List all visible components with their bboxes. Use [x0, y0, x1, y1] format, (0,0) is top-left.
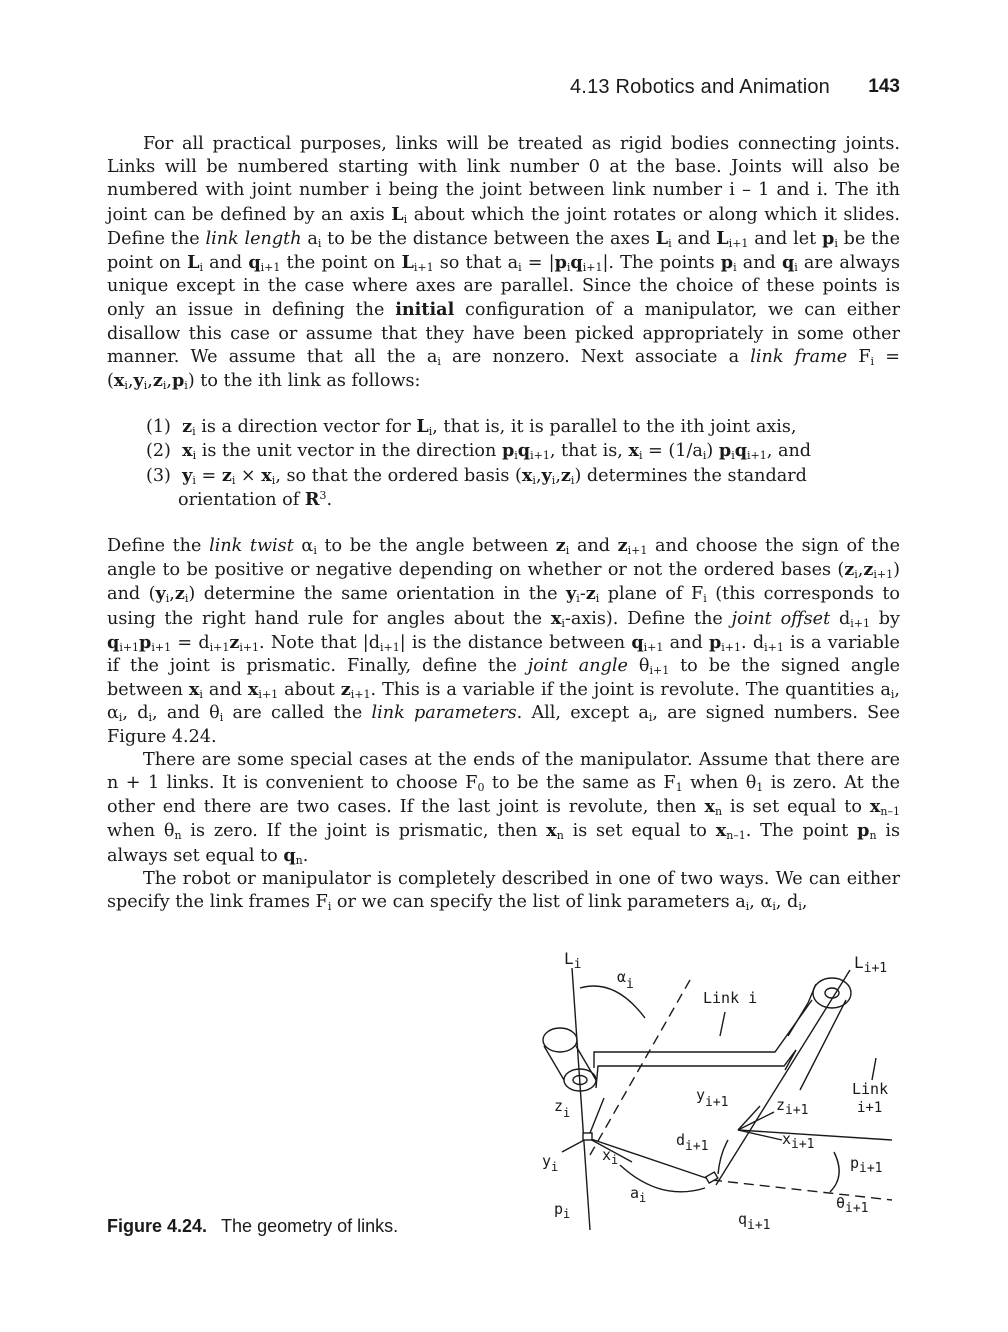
twist-reference-line: [590, 980, 690, 1155]
label-y-i: y: [542, 1152, 552, 1170]
paragraph: The robot or manipulator is completely described in one of two ways. We can either specify the link frames $F_i$ or we can specify the list of link parameters $a_i$, $\alpha_i$, $d_i$,: [107, 868, 900, 914]
list-item: (3) $y_i = z_i \times x_i$, so that the ordered basis $(x_i,y_i,z_i)$ determines the standard orientation of $R^3$.: [146, 464, 807, 510]
paragraph: For all practical purposes, links will be treated as rigid bodies connecting joints. Links will be numbered starting with link number 0 at the base. Joints will also be numbered with joint number i being the joint between link number i – 1 and i. The ith joint can be defined by an axis $L_i$ about which the joint rotates or along which it slides. Define the link length $a_i$ to be the distance between the axes $L_i$ and $L_{i+1}$ and let $p_i$ be the point on $L_i$ and $q_{i+1}$ the point on $L_{i+1}$ so that $a_i = |p_iq_{i+1}|$. The points $p_i$ and $q_i$ are always unique except in the case where axes are parallel. Since the choice of these points is only an issue in defining the initial configuration of a manipulator, we can either disallow this case or assume that they have been picked appropriately in some other manner. We assume that all the $a_i$ are nonzero. Next associate a link frame $F_i = (x_i,y_i,z_i,p_i)$ to the ith link as follows:: [107, 134, 901, 393]
label-d-i-plus-1: d: [676, 1131, 686, 1149]
label-z-i: z: [554, 1097, 564, 1115]
svg-text:ai: $a_i$: [630, 1184, 647, 1205]
figure-caption: [107, 1216, 398, 1237]
svg-text:qi+1: qi+1: [738, 1210, 771, 1233]
page-number: 143: [868, 76, 900, 97]
axis-L-i: [572, 968, 590, 1230]
svg-text:zi: $z_i$: [554, 1097, 571, 1120]
label-x-i: x: [602, 1146, 612, 1164]
label-link-i: Link i: [703, 989, 758, 1007]
label-L-i: L: [564, 949, 574, 968]
caption-label: Figure 4.24.: [107, 1216, 208, 1236]
definition-list: [107, 415, 900, 512]
paragraph: Define the link twist $\alpha_i$ to be the angle between $z_i$ and $z_{i+1}$ and choose the sign of the angle to be positive or negative depending on whether or not the ordered bases $(z_i,z_{i+1})$ and $(y_i,z_i)$ determine the same orientation in the $y_i-z_i$ plane of $F_i$ (this corresponds to using the right hand rule for angles about the $x_i-axis$). Define the joint offset $d_{i+1}$ by $q_{i+1}p_{i+1} = d_{i+1}z_{i+1}$. Note that $|d_{i+1}|$ is the distance between $q_{i+1}$ and $p_{i+1}$. $d_{i+1}$ is a variable if the joint is prismatic. Finally, define the joint angle $\theta_{i+1}$ to be the signed angle between $x_i$ and $x_{i+1}$ about $z_{i+1}$. This is a variable if the joint is revolute. The quantities $a_i$, $\alpha_i$, $d_i$, and $\theta_i$ are called the link parameters. All, except $a_i$, are signed numbers. See Figure 4.24.: [107, 535, 901, 747]
label-p-i: p: [554, 1200, 564, 1218]
svg-text:αi: αi: [617, 968, 634, 992]
svg-text:θi+1: θi+1: [836, 1194, 869, 1216]
running-header: [0, 74, 1008, 104]
label-a-i: a: [630, 1184, 640, 1202]
svg-text:Li: $L_i$: [564, 949, 582, 972]
label-link-i-plus-1-index: i+1: [857, 1100, 883, 1116]
right-joint-cylinder: [813, 978, 851, 1008]
label-p-i-plus-1: p: [850, 1154, 860, 1172]
svg-text:Li+1: $L_{i+1}$: [854, 953, 888, 976]
list-item: (1) $z_i$ is a direction vector for $L_i$, that is, it is parallel to the ith joint axis,: [146, 416, 797, 439]
running-title: 4.13 Robotics and Animation: [569, 76, 830, 98]
svg-text:pi+1: pi+1: [850, 1154, 883, 1176]
paragraph: There are some special cases at the ends of the manipulator. Assume that there are n + 1 links. It is convenient to choose $F_0$ to be the same as $F_1$ when $\theta_1$ is zero. At the other end there are two cases. If the last joint is revolute, then $x_n$ is set equal to $x_{n-1}$ when $\theta_n$ is zero. If the joint is prismatic, then $x_n$ is set equal to $x_{n-1}$. The point $p_n$ is always set equal to $q_n$.: [107, 749, 901, 867]
svg-text:yi: $y_i$: [542, 1152, 559, 1174]
label-q-i-plus-1: q: [738, 1210, 748, 1228]
svg-text:xi: $x_i$: [602, 1146, 619, 1167]
body-text: [107, 133, 900, 914]
label-L-i-plus-1: L: [854, 953, 864, 972]
svg-text:yi+1: yi+1: [696, 1086, 729, 1110]
label-alpha: α: [617, 968, 627, 986]
link-geometry-figure: [520, 940, 910, 1250]
caption-text: The geometry of links.: [221, 1216, 399, 1236]
link-geometry-diagram: [520, 940, 910, 1250]
label-link-i-plus-1: Link: [852, 1080, 889, 1098]
list-item: (2) $x_i$ is the unit vector in the direction $p_iq_{i+1}$, that is, $x_i = (1/a_i)$ $p_iq_{i+1}$, and: [146, 440, 812, 463]
svg-text:xi+1: xi+1: [782, 1130, 815, 1152]
label-y-i-plus-1: y: [696, 1086, 706, 1104]
label-x-i-plus-1: x: [782, 1130, 792, 1148]
twist-arc: [580, 986, 645, 1018]
label-z-i-plus-1: z: [776, 1096, 786, 1114]
svg-text:zi+1: zi+1: [776, 1096, 809, 1118]
svg-text:pi: $p_i$: [554, 1200, 571, 1221]
link-i-bar: [594, 1000, 812, 1068]
svg-text:di+1: di+1: [676, 1131, 709, 1154]
label-theta-i-plus-1: θ: [836, 1194, 846, 1212]
